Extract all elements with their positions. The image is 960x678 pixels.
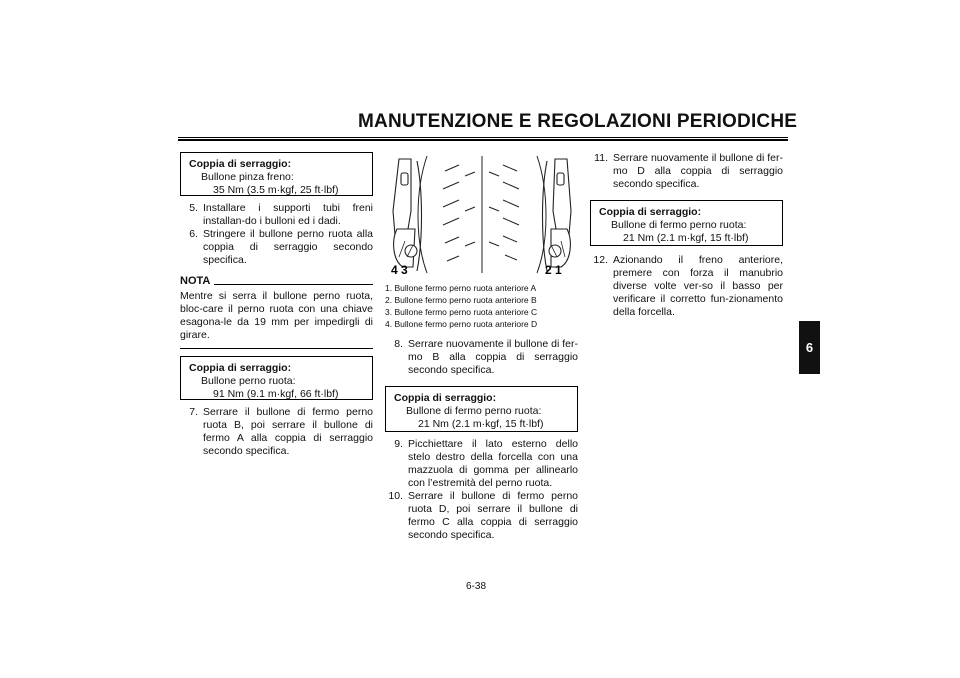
torque-spec-item: Bullone perno ruota: — [201, 375, 296, 387]
step-10 — [385, 490, 578, 542]
step-number: 8. — [394, 338, 403, 350]
torque-spec-box-axle — [180, 356, 373, 400]
step-number: 12. — [593, 254, 608, 266]
torque-spec-title: Coppia di serraggio: — [189, 158, 292, 170]
front-wheel-axle-figure — [385, 151, 580, 278]
step-text: Serrare nuovamente il bullone di fer-mo B alla coppia di serraggio secondo specifica. — [408, 338, 578, 376]
torque-spec-box-pinch-bolt-d — [590, 200, 783, 246]
front-fork-illustration — [385, 151, 580, 278]
note-heading — [180, 275, 373, 288]
chapter-tab-number: 6 — [805, 340, 814, 355]
step-number: 7. — [189, 406, 198, 418]
column-2 — [385, 282, 578, 542]
figure-caption-4: 4. Bullone fermo perno ruota anteriore D — [385, 319, 538, 329]
torque-spec-box-pinch-bolt-b — [385, 386, 578, 432]
note-rule — [214, 284, 373, 285]
figure-label-4-3: 4 3 — [391, 263, 408, 277]
step-text: Stringere il bullone perno ruota alla coppia di serraggio secondo specifica. — [203, 228, 373, 266]
step-text: Serrare il bullone di fermo perno ruota B, poi serrare il bullone di fermo A alla coppia di serraggio secondo specifica. — [203, 406, 373, 457]
torque-spec-value: 35 Nm (3.5 m·kgf, 25 ft·lbf) — [213, 184, 339, 196]
step-text: Picchiettare il lato esterno dello stelo destro della forcella con una mazzuola di gomma per allinearlo con l’estremità del perno ruota. — [408, 438, 578, 489]
step-text: Serrare il bullone di fermo perno ruota D, poi serrare il bullone di fermo C alla coppia di serraggio secondo specifica. — [408, 490, 578, 541]
step-number: 11. — [594, 152, 608, 164]
torque-spec-value: 91 Nm (9.1 m·kgf, 66 ft·lbf) — [213, 388, 339, 400]
torque-spec-box-caliper — [180, 152, 373, 196]
step-number: 9. — [394, 438, 403, 450]
torque-spec-item: Bullone di fermo perno ruota: — [406, 405, 542, 417]
torque-spec-value: 21 Nm (2.1 m·kgf, 15 ft·lbf) — [418, 418, 544, 430]
note-text: Mentre si serra il bullone perno ruota, bloc-care il perno ruota con una chiave esagona-le da 19 mm per impedirgli di girare. — [180, 290, 373, 341]
figure-caption-3: 3. Bullone fermo perno ruota anteriore C — [385, 307, 538, 317]
step-text: Serrare nuovamente il bullone di fer-mo D alla coppia di serraggio secondo specifica. — [613, 152, 783, 190]
step-number: 10. — [388, 490, 403, 502]
step-text: Installare i supporti tubi freni installan-do i bulloni ed i dadi. — [203, 202, 373, 227]
step-11 — [590, 152, 783, 191]
step-8 — [385, 338, 578, 377]
header-rule — [178, 137, 788, 141]
torque-spec-title: Coppia di serraggio: — [599, 206, 702, 218]
torque-spec-title: Coppia di serraggio: — [394, 392, 497, 404]
step-5 — [180, 202, 373, 228]
step-6 — [180, 228, 373, 267]
torque-spec-value: 21 Nm (2.1 m·kgf, 15 ft·lbf) — [623, 232, 749, 244]
torque-spec-item: Bullone pinza freno: — [201, 171, 294, 183]
step-9 — [385, 438, 578, 490]
column-1 — [180, 152, 373, 458]
page-number: 6-38 — [466, 581, 487, 592]
step-12 — [590, 254, 783, 319]
figure-label-2-1: 2 1 — [545, 263, 562, 277]
figure-caption-2: 2. Bullone fermo perno ruota anteriore B — [385, 295, 537, 305]
torque-spec-item: Bullone di fermo perno ruota: — [611, 219, 747, 231]
step-7 — [180, 406, 373, 458]
note-label: NOTA — [180, 275, 211, 287]
torque-spec-title: Coppia di serraggio: — [189, 362, 292, 374]
step-text: Azionando il freno anteriore, premere con forza il manubrio diverse volte ver-so il basso per verificare il corretto fun-zionamento della forcella. — [613, 254, 783, 318]
column-3 — [590, 152, 783, 319]
step-number: 6. — [189, 228, 198, 240]
step-number: 5. — [189, 202, 198, 214]
page-header-title: MANUTENZIONE E REGOLAZIONI PERIODICHE — [358, 111, 798, 132]
chapter-tab — [799, 321, 820, 374]
figure-caption-1: 1. Bullone fermo perno ruota anteriore A — [385, 283, 537, 293]
